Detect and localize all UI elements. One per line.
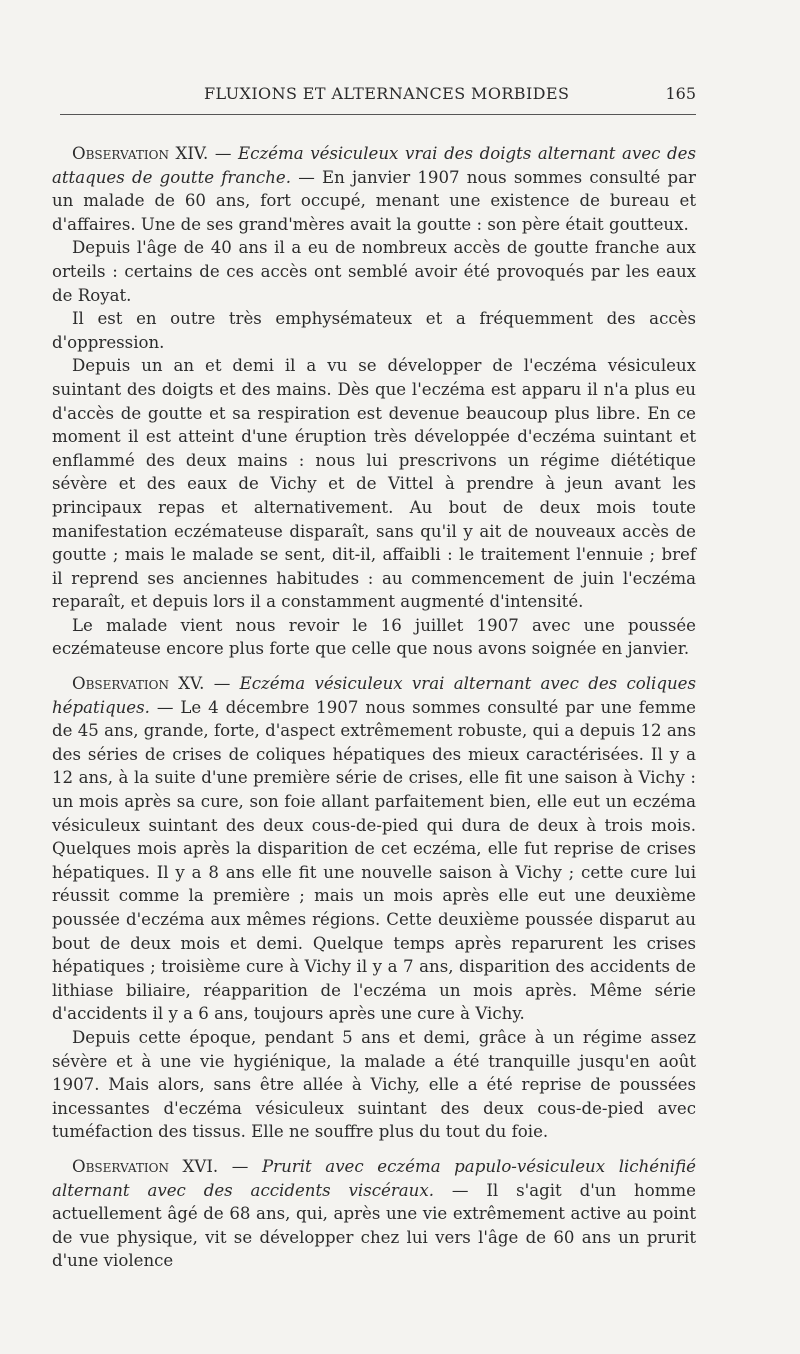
paragraph: Depuis cette époque, pendant 5 ans et demi, grâce à un régime assez sévère et à une vie hygiénique, la malade a été tranquille jusqu'en août 1907. Mais alors, sans être allée à Vichy, elle a été reprise de poussées incessantes d'eczéma vésiculeux suintant des deux cous-de-pied avec tuméfaction des tissus. Elle ne souffre plus du tout du foie. <box>52 1027 696 1142</box>
running-title: FLUXIONS ET ALTERNANCES MORBIDES <box>204 84 570 103</box>
dash: — <box>204 674 240 694</box>
observation-label: Observation XVI. <box>72 1156 219 1176</box>
page-number: 165 <box>665 84 696 103</box>
observation-text: — Le 4 décembre 1907 nous sommes consulté par une femme de 45 ans, grande, forte, d'aspect extrêmement robuste, qui a depuis 12 ans des séries de crises de coliques hépatiques des mieux caractérisées. Il y a 12 ans, à la suite d'une première série de crises, elle fit une saison à Vichy : un mois après sa cure, son foie allant parfaitement bien, elle eut un eczéma vésiculeux suintant des deux cous-de-pied qui dura de deux à trois mois. Quelques mois après la disparition de cet eczéma, elle fut reprise de crises hépatiques. Il y a 8 ans elle fit une nouvelle saison à Vichy ; cette cure lui réussit comme la première ; mais un mois après elle eut une deuxième poussée d'eczéma aux mêmes régions. Cette deuxième poussée disparut au bout de deux mois et demi. Quelque temps après reparurent les crises hépatiques ; troisième cure à Vichy il y a 7 ans, disparition des accidents de lithiase biliaire, réapparition de l'eczéma un mois après. Même série d'accidents il y a 6 ans, toujours après une cure à Vichy. <box>52 697 696 1024</box>
observation-title: Eczéma vésiculeux vrai des doigts alternant avec des attaques de goutte franche. <box>52 144 696 187</box>
observation-15 <box>52 672 696 1026</box>
observation-title: Prurit avec eczéma papulo-vésiculeux lichénifié alternant avec des accidents viscéraux. <box>52 1156 696 1200</box>
dash: — <box>208 144 239 163</box>
observation-title: Eczéma vésiculeux vrai alternant avec des coliques hépatiques. <box>52 674 696 717</box>
observation-text: — En janvier 1907 nous sommes consulté par un malade de 60 ans, fort occupé, menant une existence de bureau et d'affaires. Une de ses grand'mères avait la goutte : son père était goutteux. <box>52 167 696 234</box>
paragraph: Depuis un an et demi il a vu se développer de l'eczéma vésiculeux suintant des doigts et des mains. Dès que l'eczéma est apparu il n'a plus eu d'accès de goutte et sa respiration est devenue beaucoup plus libre. En ce moment il est atteint d'une éruption très développée d'eczéma suintant et enflammé des deux mains : nous lui prescrivons un régime diététique sévère et des eaux de Vichy et de Vittel à prendre à jeun avant les principaux repas et alternativement. Au bout de deux mois toute manifestation eczémateuse disparaît, sans qu'il y ait de nouveaux accès de goutte ; mais le malade se sent, dit-il, affaibli : le traitement l'ennuie ; bref il reprend ses anciennes habitudes : au commencement de juin l'eczéma reparaît, et depuis lors il a constamment augmenté d'intensité. <box>52 356 696 612</box>
observation-text: — Il s'agit d'un homme actuellement âgé de 68 ans, qui, après une vie extrêmement active au point de vue physique, vit se développer chez lui vers l'âge de 60 ans un prurit d'une violence <box>52 1180 696 1271</box>
observation-label: Observation XIV. <box>72 144 209 163</box>
paragraph: Il est en outre très emphysémateux et a fréquemment des accès d'oppression. <box>52 309 696 352</box>
page-header <box>52 84 696 114</box>
paragraph: Le malade vient nous revoir le 16 juillet 1907 avec une poussée eczémateuse encore plus forte que celle que nous avons soignée en janvier. <box>52 615 696 659</box>
observation-label: Observation XV. <box>72 674 205 694</box>
observation-14 <box>52 142 696 236</box>
header-rule <box>60 114 696 115</box>
paragraph: Depuis l'âge de 40 ans il a eu de nombreux accès de goutte franche aux orteils : certains de ces accès ont semblé avoir été provoqués par les eaux de Royat. <box>52 238 696 305</box>
observation-16 <box>52 1155 696 1273</box>
dash: — <box>218 1156 262 1176</box>
page-body <box>52 142 696 1273</box>
